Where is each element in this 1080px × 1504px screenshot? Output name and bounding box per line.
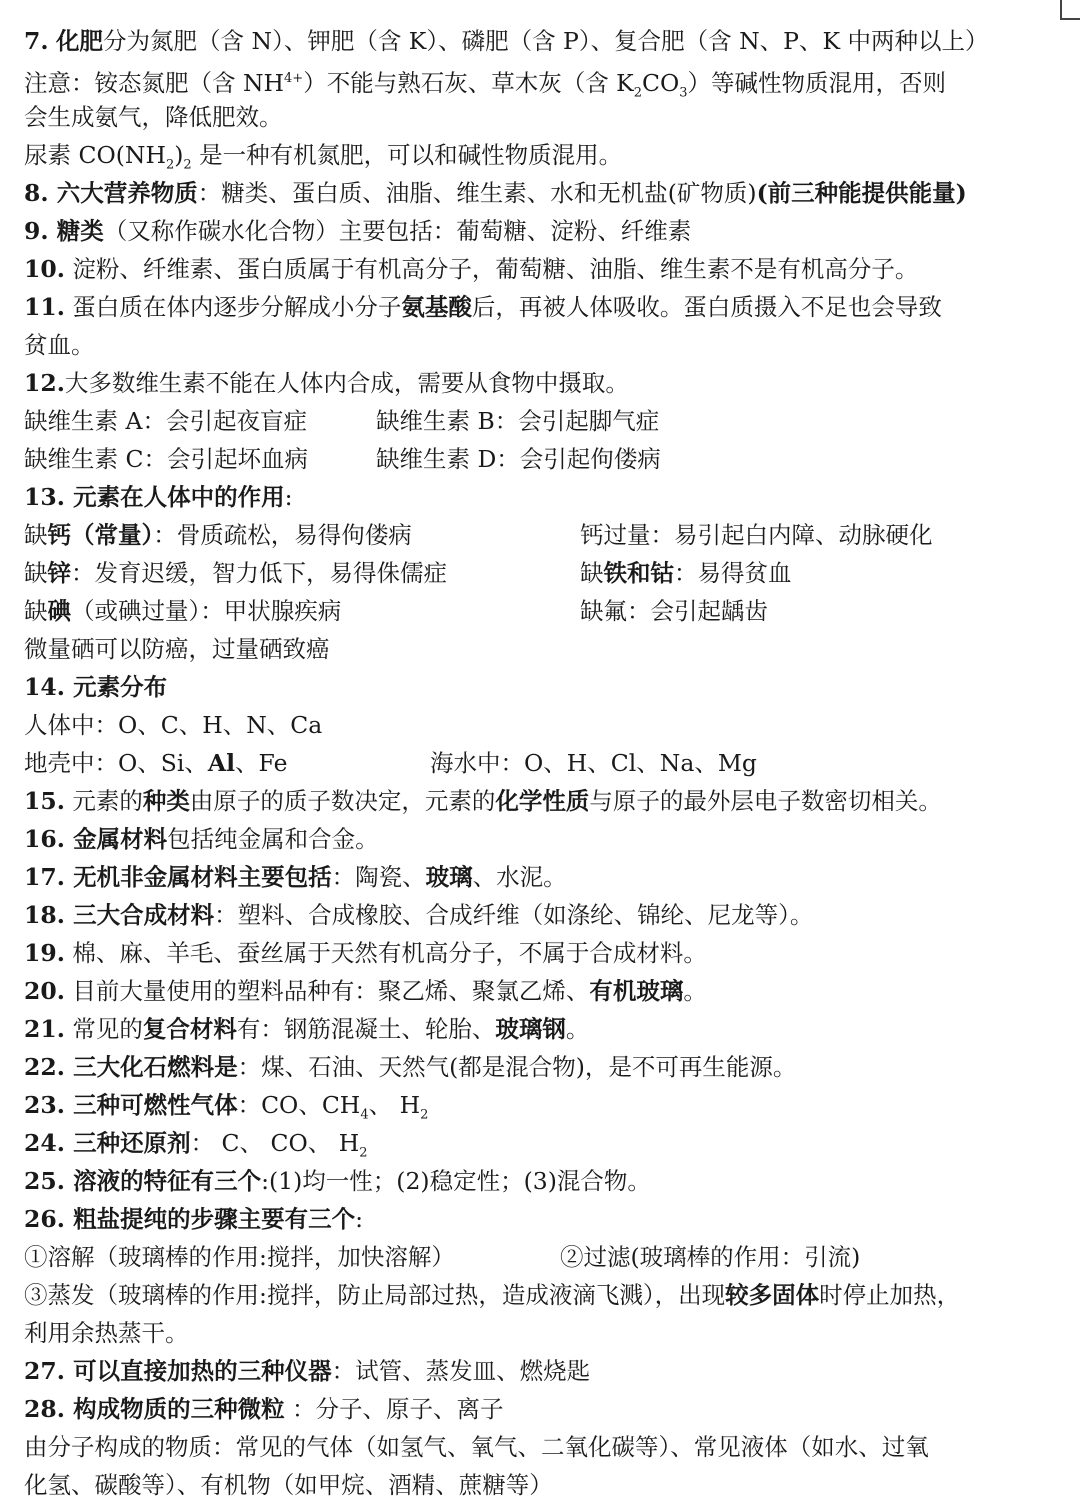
keyword: (前三种能提供能量) xyxy=(756,179,967,207)
keyword: 23. 三种可燃性气体 xyxy=(24,1091,238,1119)
text: 地壳中：O、Si、 xyxy=(24,749,208,777)
text: 缺 xyxy=(24,597,48,625)
text: 。 xyxy=(565,1015,590,1043)
text: 缺氟：会引起龋齿 xyxy=(580,597,768,625)
text: 缺 xyxy=(24,559,48,587)
text: : xyxy=(284,483,293,511)
item-7 xyxy=(24,22,1054,60)
text: 目前大量使用的塑料品种有：聚乙烯、聚氯乙烯、 xyxy=(64,977,590,1005)
keyword: 16. 金属材料 xyxy=(24,825,168,853)
text: 元素的 xyxy=(64,787,143,815)
keyword: 种类 xyxy=(142,787,190,815)
vitamin-row-1 xyxy=(24,402,1054,440)
subscript: 2 xyxy=(633,85,643,98)
keyword: 铁和钴 xyxy=(603,559,674,587)
molecule-substances-cont: 化氢、碳酸等）、有机物（如甲烷、酒精、蔗糖等） xyxy=(24,1471,553,1499)
distribution-body: 人体中：O、C、H、N、Ca xyxy=(24,711,323,739)
keyword: 较多固体 xyxy=(725,1281,820,1309)
text: 缺维生素 D：会引起佝偻病 xyxy=(376,445,661,473)
note-line xyxy=(24,60,1054,98)
keyword: 22. 三大化石燃料是 xyxy=(24,1053,238,1081)
keyword: 25. 溶液的特征有三个 xyxy=(24,1167,262,1195)
item-23 xyxy=(24,1086,1054,1124)
vitamin-row-2 xyxy=(24,440,1054,478)
text: ：CO、CH xyxy=(237,1091,361,1119)
text: 是一种有机氮肥，可以和碱性物质混用。 xyxy=(191,141,623,169)
item-20 xyxy=(24,972,1054,1010)
subscript: 2 xyxy=(420,1107,429,1123)
item-27 xyxy=(24,1352,1054,1390)
item-10 xyxy=(24,250,1054,288)
text: 常见的 xyxy=(64,1015,143,1043)
molecule-substances: 由分子构成的物质：常见的气体（如氢气、氧气、二氧化碳等）、常见液体（如水、过氧 xyxy=(24,1433,929,1461)
subscript: 2 xyxy=(183,157,192,173)
text: 包括纯金属和合金。 xyxy=(167,825,379,853)
text: ) xyxy=(174,141,184,169)
note-line-cont: 会生成氨气，降低肥效。 xyxy=(24,103,283,131)
subscript: 2 xyxy=(165,157,175,173)
page-corner-mark xyxy=(1060,0,1080,20)
keyword: 8. 六大营养物质 xyxy=(24,179,198,207)
text: 由原子的质子数决定，元素的 xyxy=(189,787,496,815)
item-21 xyxy=(24,1010,1054,1048)
text: 后，再被人体吸收。蛋白质摄入不足也会导致 xyxy=(471,293,942,321)
text: 、Fe xyxy=(235,749,288,777)
element-row-1 xyxy=(24,516,1054,554)
text: 有：钢筋混凝土、轮胎、 xyxy=(236,1015,496,1043)
keyword: 14. 元素分布 xyxy=(24,673,168,701)
text: ：易得贫血 xyxy=(674,559,792,587)
text: ： C、 CO、 H xyxy=(190,1129,360,1157)
text: 缺 xyxy=(24,521,48,549)
text: 与原子的最外层电子数密切相关。 xyxy=(589,787,942,815)
text: ：发育迟缓，智力低下，易得侏儒症 xyxy=(71,559,447,587)
text: ：煤、石油、天然气(都是混合物)，是不可再生能源。 xyxy=(237,1053,797,1081)
keyword: 18. 三大合成材料 xyxy=(24,901,215,929)
text: ）不能与熟石灰、草木灰（含 K xyxy=(303,68,634,97)
item-number: 11. xyxy=(24,293,65,321)
text: 海水中：O、H、Cl、Na、Mg xyxy=(430,749,757,777)
keyword: 13. 元素在人体中的作用 xyxy=(24,483,285,511)
urea-line xyxy=(24,136,1054,174)
text: 缺维生素 C：会引起坏血病 xyxy=(24,445,308,473)
item-9 xyxy=(24,212,1054,250)
keyword: 化学性质 xyxy=(495,787,590,815)
selenium-line: 微量硒可以防癌，过量硒致癌 xyxy=(24,635,330,663)
text: 钙过量：易引起白内障、动脉硬化 xyxy=(580,521,933,549)
keyword: 化肥 xyxy=(56,27,104,55)
text: ：陶瓷、 xyxy=(331,863,426,891)
item-number: 15. xyxy=(24,787,65,815)
text: 淀粉、纤维素、蛋白质属于有机高分子，葡萄糖、油脂、维生素不是有机高分子。 xyxy=(64,255,919,283)
keyword: 玻璃 xyxy=(425,863,473,891)
item-24 xyxy=(24,1124,1054,1162)
text: 分为氮肥（含 N）、钾肥（含 K）、磷肥（含 P）、复合肥（含 N、P、K 中两种以上） xyxy=(103,27,989,55)
item-13 xyxy=(24,478,1054,516)
keyword: 28. 构成物质的三种微粒 xyxy=(24,1395,285,1423)
item-number: 7. xyxy=(24,27,49,55)
keyword: 9. 糖类 xyxy=(24,217,104,245)
text: 缺 xyxy=(580,559,604,587)
purification-step-3-cont: 利用余热蒸干。 xyxy=(24,1319,189,1347)
item-11-cont: 贫血。 xyxy=(24,331,95,359)
keyword: 27. 可以直接加热的三种仪器 xyxy=(24,1357,332,1385)
purification-steps-1-2 xyxy=(24,1238,1054,1276)
keyword: 复合材料 xyxy=(142,1015,237,1043)
text: 尿素 CO(NH xyxy=(24,141,166,169)
subscript: 4 xyxy=(360,1107,369,1123)
item-number: 10. xyxy=(24,255,65,283)
subscript: 3 xyxy=(679,85,688,98)
item-17 xyxy=(24,858,1054,896)
subscript: 2 xyxy=(359,1145,368,1161)
text: ：塑料、合成橡胶、合成纤维（如涤纶、锦纶、尼龙等）。 xyxy=(214,901,814,929)
item-number: 19. xyxy=(24,939,65,967)
purification-step-3 xyxy=(24,1276,1054,1314)
item-16 xyxy=(24,820,1054,858)
keyword: 24. 三种还原剂 xyxy=(24,1129,191,1157)
item-12 xyxy=(24,364,1054,402)
item-19 xyxy=(24,934,1054,972)
keyword: Al xyxy=(207,749,236,777)
keyword: 氨基酸 xyxy=(401,293,472,321)
item-11 xyxy=(24,288,1054,326)
superscript: 4+ xyxy=(284,71,304,86)
keyword: 17. 无机非金属材料主要包括 xyxy=(24,863,332,891)
text: ①溶解（玻璃棒的作用:搅拌，加快溶解） xyxy=(24,1243,455,1271)
text: 蛋白质在体内逐步分解成小分子 xyxy=(64,293,402,321)
text: 。 xyxy=(683,977,707,1005)
text: ：骨质疏松，易得佝偻病 xyxy=(153,521,412,549)
text: ③蒸发（玻璃棒的作用:搅拌，防止局部过热，造成液滴飞溅），出现 xyxy=(24,1281,726,1309)
distribution-crust-sea xyxy=(24,744,1054,782)
item-28 xyxy=(24,1390,1054,1428)
text: : xyxy=(355,1205,363,1233)
item-25 xyxy=(24,1162,1054,1200)
text: 缺维生素 A：会引起夜盲症 xyxy=(24,407,307,435)
keyword: 26. 粗盐提纯的步骤主要有三个 xyxy=(24,1205,356,1233)
text: CO xyxy=(642,68,680,97)
keyword: 锌 xyxy=(47,559,71,587)
keyword: 玻璃钢 xyxy=(495,1015,566,1043)
keyword: 碘 xyxy=(47,597,71,625)
item-number: 20. xyxy=(24,977,65,1005)
text: ）等碱性物质混用，否则 xyxy=(687,68,947,97)
text: 缺维生素 B：会引起脚气症 xyxy=(376,407,660,435)
keyword: 有机玻璃 xyxy=(589,977,684,1005)
item-number: 12. xyxy=(24,369,65,397)
text: 大多数维生素不能在人体内合成，需要从食物中摄取。 xyxy=(64,369,629,397)
text: ②过滤(玻璃棒的作用：引流) xyxy=(560,1243,861,1271)
item-15 xyxy=(24,782,1054,820)
text: 注意：铵态氮肥（含 NH xyxy=(24,68,285,97)
item-22 xyxy=(24,1048,1054,1086)
text: 棉、麻、羊毛、蚕丝属于天然有机高分子，不属于合成材料。 xyxy=(64,939,707,967)
text: ：分子、原子、离子 xyxy=(284,1395,504,1423)
text: 、 H xyxy=(368,1091,421,1119)
text: 时停止加热， xyxy=(819,1281,961,1309)
item-26 xyxy=(24,1200,1054,1238)
item-14 xyxy=(24,668,1054,706)
text: （又称作碳水化合物）主要包括：葡萄糖、淀粉、纤维素 xyxy=(103,217,692,245)
item-number: 21. xyxy=(24,1015,65,1043)
text: ：试管、蒸发皿、燃烧匙 xyxy=(331,1357,591,1385)
item-18 xyxy=(24,896,1054,934)
text: 、水泥。 xyxy=(472,863,567,891)
text: （或碘过量）：甲状腺疾病 xyxy=(71,597,342,625)
item-8 xyxy=(24,174,1054,212)
element-row-2 xyxy=(24,554,1054,592)
keyword: 钙（常量） xyxy=(47,521,154,549)
element-row-3 xyxy=(24,592,1054,630)
text: :(1)均一性；(2)稳定性；(3)混合物。 xyxy=(261,1167,651,1195)
text: ：糖类、蛋白质、油脂、维生素、水和无机盐(矿物质) xyxy=(197,179,757,207)
